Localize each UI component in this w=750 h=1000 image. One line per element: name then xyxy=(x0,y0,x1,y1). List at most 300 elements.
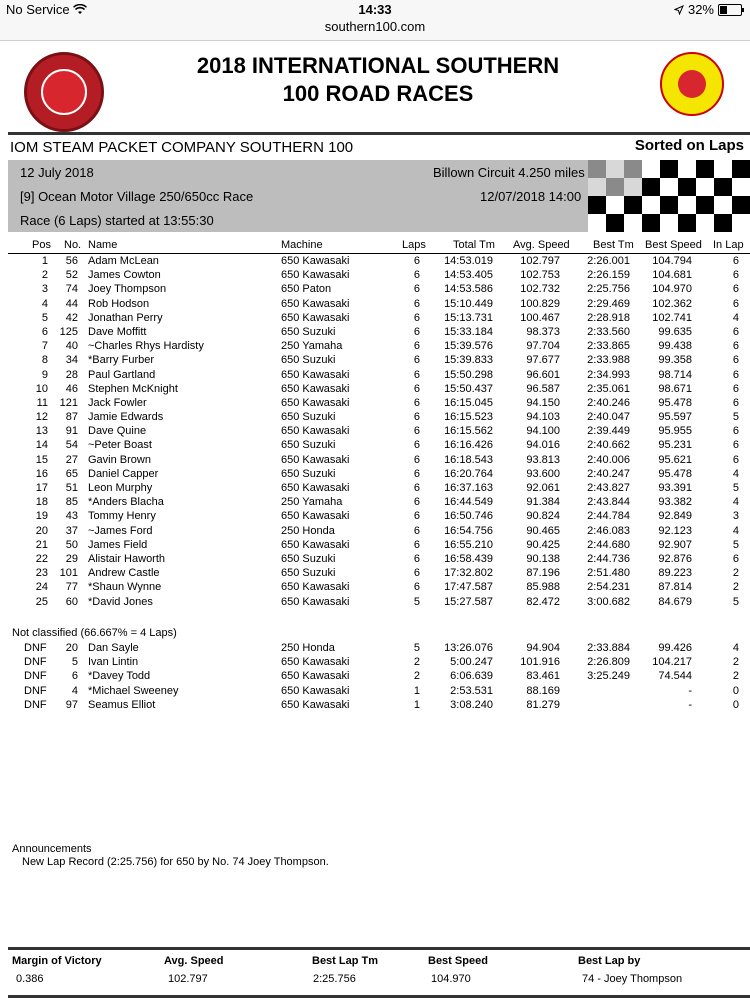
race-date: 12 July 2018 xyxy=(20,165,94,180)
table-row xyxy=(8,382,750,396)
cell-in-lap: 5 xyxy=(732,482,739,494)
cell-avg-speed: 87.196 xyxy=(526,567,560,580)
cell-in-lap: 6 xyxy=(732,439,739,452)
cell-best-time: 2:39.449 xyxy=(587,425,630,438)
cell-machine: 250 Yamaha xyxy=(281,496,343,509)
cell-pos: 6 xyxy=(41,325,48,338)
cell-pos: 19 xyxy=(35,510,48,523)
cell-pos: 14 xyxy=(35,439,48,452)
battery-icon xyxy=(718,4,742,16)
cell-number: 5 xyxy=(71,656,78,669)
cell-total-time: 15:33.184 xyxy=(444,325,493,338)
cell-number: 40 xyxy=(65,340,78,353)
cell-number: 28 xyxy=(65,368,78,381)
cell-machine: 650 Kawasaki xyxy=(281,368,350,381)
cell-rider-name: Dave Quine xyxy=(88,425,147,438)
cell-number: 51 xyxy=(65,482,78,494)
race-info-box xyxy=(8,160,750,232)
cell-best-speed: 104.217 xyxy=(652,656,692,669)
cell-laps: 6 xyxy=(413,411,420,424)
cell-total-time: 15:50.298 xyxy=(444,368,493,381)
race-name: [9] Ocean Motor Village 250/650cc Race xyxy=(20,189,254,204)
cell-best-time: 2:43.844 xyxy=(587,496,630,509)
table-row xyxy=(8,438,750,452)
cell-status: DNF xyxy=(24,698,47,711)
cell-pos: 13 xyxy=(35,425,48,438)
cell-avg-speed: 88.169 xyxy=(526,684,560,697)
col-no: No. xyxy=(64,239,82,251)
cell-laps: 6 xyxy=(413,354,420,367)
cell-in-lap: 5 xyxy=(732,538,739,551)
report-datetime: 12/07/2018 14:00 xyxy=(480,189,582,204)
cell-rider-name: Daniel Capper xyxy=(88,467,159,480)
cell-machine: 650 Kawasaki xyxy=(281,581,350,594)
cell-rider-name: *Anders Blacha xyxy=(88,496,164,509)
cell-number: 46 xyxy=(65,382,78,395)
cell-machine: 650 Kawasaki xyxy=(281,297,350,310)
cell-rider-name: Rob Hodson xyxy=(88,297,150,310)
cell-pos: 24 xyxy=(35,581,48,594)
cell-total-time: 6:06.639 xyxy=(450,670,493,683)
summary-best-speed-value: 104.970 xyxy=(431,973,471,985)
col-best-speed: Best Speed xyxy=(645,239,702,251)
table-row xyxy=(8,524,750,538)
cell-total-time: 13:26.076 xyxy=(444,642,493,654)
cell-pos: 25 xyxy=(35,595,48,608)
cell-number: 60 xyxy=(65,595,78,608)
cell-number: 101 xyxy=(59,567,78,580)
summary-best-lap-value: 2:25.756 xyxy=(313,973,356,985)
cell-best-speed: 104.681 xyxy=(652,269,692,282)
cell-total-time: 16:50.746 xyxy=(444,510,493,523)
cell-number: 54 xyxy=(65,439,78,452)
cell-number: 43 xyxy=(65,510,78,523)
cell-rider-name: Jonathan Perry xyxy=(88,311,163,324)
cell-best-time: 2:51.480 xyxy=(587,567,630,580)
cell-machine: 650 Suzuki xyxy=(281,567,336,580)
cell-best-time: 2:46.083 xyxy=(587,524,630,537)
cell-machine: 250 Yamaha xyxy=(281,340,343,353)
cell-laps: 6 xyxy=(413,524,420,537)
cell-avg-speed: 81.279 xyxy=(526,698,560,711)
col-machine: Machine xyxy=(281,239,323,251)
battery-percent: 32% xyxy=(687,2,714,17)
cell-total-time: 16:15.045 xyxy=(444,396,493,409)
table-row xyxy=(8,538,750,552)
cell-best-speed: 95.621 xyxy=(658,453,692,466)
cell-best-speed: 93.391 xyxy=(658,482,692,494)
cell-pos: 9 xyxy=(41,368,48,381)
cell-in-lap: 4 xyxy=(732,311,739,324)
cell-number: 6 xyxy=(71,670,78,683)
cell-in-lap: 4 xyxy=(732,524,739,537)
cell-avg-speed: 91.384 xyxy=(526,496,560,509)
cell-total-time: 15:39.576 xyxy=(444,340,493,353)
cell-best-speed: 95.597 xyxy=(658,411,692,424)
cell-in-lap: 2 xyxy=(732,581,739,594)
cell-machine: 650 Suzuki xyxy=(281,354,336,367)
cell-best-speed: 104.794 xyxy=(652,255,692,267)
cell-pos: 11 xyxy=(36,396,48,409)
title-line-1: 2018 INTERNATIONAL SOUTHERN xyxy=(196,53,560,78)
checkered-flag-icon xyxy=(588,160,750,232)
cell-total-time: 3:08.240 xyxy=(450,698,493,711)
cell-laps: 6 xyxy=(413,496,420,509)
cell-best-time: 2:35.061 xyxy=(587,382,630,395)
table-row xyxy=(8,580,750,594)
cell-in-lap: 0 xyxy=(732,684,739,697)
cell-in-lap: 5 xyxy=(732,595,739,608)
cell-best-speed: 92.907 xyxy=(658,538,692,551)
cell-best-time: 2:26.809 xyxy=(587,656,630,669)
cell-in-lap: 6 xyxy=(732,396,739,409)
cell-laps: 6 xyxy=(413,297,420,310)
sort-label: Sorted on Laps xyxy=(634,137,744,154)
summary-best-lap-label: Best Lap Tm xyxy=(312,955,379,967)
cell-avg-speed: 102.732 xyxy=(520,283,560,296)
cell-avg-speed: 90.425 xyxy=(526,538,560,551)
cell-in-lap: 6 xyxy=(732,283,739,296)
cell-best-time: 2:26.159 xyxy=(587,269,630,282)
cell-machine: 650 Kawasaki xyxy=(281,510,350,523)
cell-number: 65 xyxy=(65,467,78,480)
dnf-table xyxy=(8,641,750,712)
location-arrow-icon xyxy=(674,5,684,15)
cell-total-time: 15:50.437 xyxy=(444,382,493,395)
cell-best-time: 2:40.047 xyxy=(587,411,630,424)
cell-in-lap: 5 xyxy=(732,411,739,424)
carrier-text: No Service xyxy=(6,2,70,17)
cell-in-lap: 2 xyxy=(732,670,739,683)
cell-in-lap: 2 xyxy=(732,567,739,580)
cell-avg-speed: 97.677 xyxy=(526,354,560,367)
cell-rider-name: Jack Fowler xyxy=(88,396,147,409)
cell-number: 77 xyxy=(65,581,78,594)
dnf-row xyxy=(8,669,750,683)
status-bar xyxy=(0,0,750,41)
cell-total-time: 5:00.247 xyxy=(450,656,493,669)
cell-total-time: 2:53.531 xyxy=(450,684,493,697)
table-header xyxy=(8,238,750,254)
cell-best-time: 2:28.918 xyxy=(587,311,630,324)
cell-rider-name: *Davey Todd xyxy=(88,670,151,683)
cell-machine: 650 Kawasaki xyxy=(281,595,350,608)
cell-best-speed: - xyxy=(688,698,692,711)
cell-total-time: 17:32.802 xyxy=(444,567,493,580)
address-bar-url[interactable]: southern100.com xyxy=(324,19,426,34)
results-table xyxy=(8,238,750,609)
cell-in-lap: 4 xyxy=(732,467,739,480)
cell-rider-name: Leon Murphy xyxy=(88,482,153,494)
cell-best-speed: 95.231 xyxy=(658,439,692,452)
table-row xyxy=(8,339,750,353)
cell-rider-name: Tommy Henry xyxy=(88,510,156,523)
cell-total-time: 16:16.426 xyxy=(444,439,493,452)
cell-in-lap: 6 xyxy=(732,368,739,381)
cell-rider-name: ~Charles Rhys Hardisty xyxy=(88,340,204,353)
cell-total-time: 16:15.523 xyxy=(444,411,493,424)
table-row xyxy=(8,424,750,438)
cell-best-speed: 95.955 xyxy=(658,425,692,438)
cell-in-lap: 6 xyxy=(732,325,739,338)
col-pos: Pos xyxy=(32,239,51,251)
cell-number: 121 xyxy=(59,396,78,409)
cell-best-time: 2:29.469 xyxy=(587,297,630,310)
cell-laps: 6 xyxy=(413,439,420,452)
cell-laps: 5 xyxy=(413,642,420,654)
cell-machine: 650 Kawasaki xyxy=(281,396,350,409)
results-page xyxy=(8,40,750,1000)
cell-avg-speed: 90.138 xyxy=(526,552,560,565)
cell-avg-speed: 97.704 xyxy=(526,340,560,353)
cell-best-speed: 104.970 xyxy=(652,283,692,296)
cell-avg-speed: 100.829 xyxy=(520,297,560,310)
table-row xyxy=(8,311,750,325)
announcements-title: Announcements xyxy=(12,843,92,855)
table-row xyxy=(8,467,750,481)
cell-rider-name: Andrew Castle xyxy=(88,567,160,580)
cell-in-lap: 0 xyxy=(732,698,739,711)
cell-pos: 1 xyxy=(41,255,48,267)
col-in-lap: In Lap xyxy=(713,239,744,251)
results-body xyxy=(8,254,750,609)
cell-best-time: 2:25.756 xyxy=(587,283,630,296)
cell-number: 34 xyxy=(65,354,78,367)
cell-rider-name: *Shaun Wynne xyxy=(88,581,162,594)
table-row xyxy=(8,396,750,410)
cell-in-lap: 6 xyxy=(732,297,739,310)
table-row xyxy=(8,368,750,382)
cell-total-time: 16:20.764 xyxy=(444,467,493,480)
cell-avg-speed: 94.150 xyxy=(526,396,560,409)
table-row xyxy=(8,254,750,268)
col-total: Total Tm xyxy=(453,239,495,251)
cell-machine: 650 Kawasaki xyxy=(281,482,350,494)
cell-in-lap: 4 xyxy=(732,496,739,509)
cell-number: 44 xyxy=(65,297,78,310)
not-classified-label: Not classified (66.667% = 4 Laps) xyxy=(12,627,177,639)
cell-total-time: 15:10.449 xyxy=(444,297,493,310)
cell-avg-speed: 90.824 xyxy=(526,510,560,523)
dnf-row xyxy=(8,698,750,712)
col-name: Name xyxy=(88,239,118,251)
cell-pos: 12 xyxy=(35,411,48,424)
cell-status: DNF xyxy=(24,642,47,654)
cell-best-speed: 98.671 xyxy=(658,382,692,395)
dnf-row xyxy=(8,655,750,669)
cell-laps: 6 xyxy=(413,368,420,381)
cell-best-time: 2:40.246 xyxy=(587,396,630,409)
cell-pos: 18 xyxy=(35,496,48,509)
cell-rider-name: *Michael Sweeney xyxy=(88,684,179,697)
cell-rider-name: *Barry Furber xyxy=(88,354,155,367)
cell-avg-speed: 96.601 xyxy=(526,368,560,381)
cell-avg-speed: 94.100 xyxy=(526,425,560,438)
cell-number: 91 xyxy=(65,425,78,438)
cell-laps: 6 xyxy=(413,581,420,594)
cell-laps: 6 xyxy=(413,283,420,296)
cell-pos: 7 xyxy=(41,340,48,353)
cell-rider-name: James Field xyxy=(88,538,148,551)
cell-machine: 650 Kawasaki xyxy=(281,255,350,267)
cell-machine: 650 Suzuki xyxy=(281,552,336,565)
cell-laps: 6 xyxy=(413,425,420,438)
margin-value: 0.386 xyxy=(16,973,44,985)
cell-best-time: 2:54.231 xyxy=(587,581,630,594)
cell-laps: 1 xyxy=(413,698,420,711)
table-row xyxy=(8,566,750,580)
cell-rider-name: Jamie Edwards xyxy=(88,411,164,424)
cell-laps: 6 xyxy=(413,325,420,338)
cell-best-speed: 93.382 xyxy=(658,496,692,509)
cell-total-time: 14:53.586 xyxy=(444,283,493,296)
cell-best-time: 2:33.884 xyxy=(587,642,630,654)
cell-avg-speed: 94.904 xyxy=(526,642,560,654)
cell-machine: 650 Paton xyxy=(281,283,332,296)
cell-laps: 6 xyxy=(413,340,420,353)
cell-machine: 650 Suzuki xyxy=(281,439,336,452)
cell-laps: 6 xyxy=(413,552,420,565)
cell-pos: 22 xyxy=(35,552,48,565)
cell-pos: 3 xyxy=(41,283,48,296)
cell-avg-speed: 83.461 xyxy=(526,670,560,683)
cell-machine: 650 Kawasaki xyxy=(281,269,350,282)
cell-laps: 6 xyxy=(413,467,420,480)
cell-total-time: 16:37.163 xyxy=(444,482,493,494)
cell-best-time: 2:40.247 xyxy=(587,467,630,480)
cell-best-speed: 99.426 xyxy=(658,642,692,654)
cell-best-speed: 95.478 xyxy=(658,467,692,480)
race-start: Race (6 Laps) started at 13:55:30 xyxy=(20,213,214,228)
cell-best-speed: 99.635 xyxy=(658,325,692,338)
cell-number: 4 xyxy=(71,684,78,697)
announcement-text: New Lap Record (2:25.756) for 650 by No. 74 Joey Thompson. xyxy=(22,856,329,868)
margin-label: Margin of Victory xyxy=(12,955,102,967)
cell-avg-speed: 93.813 xyxy=(526,453,560,466)
cell-machine: 650 Kawasaki xyxy=(281,453,350,466)
cell-laps: 6 xyxy=(413,567,420,580)
cell-rider-name: ~James Ford xyxy=(88,524,153,537)
cell-pos: 4 xyxy=(41,297,48,310)
cell-avg-speed: 100.467 xyxy=(520,311,560,324)
cell-machine: 250 Honda xyxy=(281,524,335,537)
cell-number: 50 xyxy=(65,538,78,551)
cell-in-lap: 6 xyxy=(732,354,739,367)
cell-avg-speed: 93.600 xyxy=(526,467,560,480)
cell-machine: 650 Kawasaki xyxy=(281,656,350,669)
table-row xyxy=(8,410,750,424)
table-row xyxy=(8,282,750,296)
cell-in-lap: 3 xyxy=(732,510,739,523)
cell-total-time: 16:44.549 xyxy=(444,496,493,509)
col-laps: Laps xyxy=(402,239,426,251)
col-avg-speed: Avg. Speed xyxy=(513,239,570,251)
cell-rider-name: Gavin Brown xyxy=(88,453,151,466)
col-best-time: Best Tm xyxy=(593,239,634,251)
cell-best-speed: 102.362 xyxy=(652,297,692,310)
cell-best-time: 2:44.784 xyxy=(587,510,630,523)
summary-avg-label: Avg. Speed xyxy=(164,955,224,967)
cell-avg-speed: 92.061 xyxy=(526,482,560,494)
cell-best-time: 2:33.560 xyxy=(587,325,630,338)
cell-rider-name: Paul Gartland xyxy=(88,368,156,381)
cell-avg-speed: 90.465 xyxy=(526,524,560,537)
cell-best-speed: 92.849 xyxy=(658,510,692,523)
cell-number: 42 xyxy=(65,311,78,324)
cell-best-time: 2:33.988 xyxy=(587,354,630,367)
cell-best-speed: 98.714 xyxy=(658,368,692,381)
table-row xyxy=(8,268,750,282)
cell-pos: 16 xyxy=(35,467,48,480)
cell-best-speed: 92.123 xyxy=(658,524,692,537)
cell-laps: 6 xyxy=(413,538,420,551)
cell-status: DNF xyxy=(24,670,47,683)
cell-pos: 23 xyxy=(35,567,48,580)
cell-in-lap: 6 xyxy=(732,552,739,565)
cell-laps: 5 xyxy=(413,595,420,608)
cell-laps: 1 xyxy=(413,684,420,697)
table-row xyxy=(8,453,750,467)
cell-rider-name: ~Peter Boast xyxy=(88,439,152,452)
cell-avg-speed: 96.587 xyxy=(526,382,560,395)
cell-number: 20 xyxy=(65,642,78,654)
cell-laps: 6 xyxy=(413,482,420,494)
cell-laps: 6 xyxy=(413,510,420,523)
cell-number: 29 xyxy=(65,552,78,565)
cell-laps: 6 xyxy=(413,255,420,267)
cell-best-time: 2:43.827 xyxy=(587,482,630,494)
battery-status xyxy=(674,2,742,17)
cell-laps: 6 xyxy=(413,382,420,395)
cell-laps: 6 xyxy=(413,311,420,324)
cell-total-time: 14:53.405 xyxy=(444,269,493,282)
cell-best-speed: 92.876 xyxy=(658,552,692,565)
table-row xyxy=(8,552,750,566)
cell-in-lap: 2 xyxy=(732,656,739,669)
cell-machine: 650 Kawasaki xyxy=(281,425,350,438)
cell-pos: 2 xyxy=(41,269,48,282)
cell-number: 37 xyxy=(65,524,78,537)
cell-number: 87 xyxy=(65,411,78,424)
cell-in-lap: 6 xyxy=(732,453,739,466)
cell-rider-name: Dan Sayle xyxy=(88,642,139,654)
southern-100-logo xyxy=(660,52,724,116)
summary-best-speed-label: Best Speed xyxy=(428,955,488,967)
cell-total-time: 16:55.210 xyxy=(444,538,493,551)
circuit-info: Billown Circuit 4.250 miles xyxy=(433,165,585,180)
steam-packet-logo xyxy=(24,52,104,132)
table-row xyxy=(8,509,750,523)
cell-machine: 650 Suzuki xyxy=(281,467,336,480)
cell-rider-name: James Cowton xyxy=(88,269,161,282)
dnf-row xyxy=(8,641,750,655)
cell-laps: 2 xyxy=(413,656,420,669)
cell-pos: 17 xyxy=(35,482,48,494)
cell-number: 52 xyxy=(65,269,78,282)
table-row xyxy=(8,297,750,311)
cell-best-time: 3:00.682 xyxy=(587,595,630,608)
cell-pos: 15 xyxy=(35,453,48,466)
cell-number: 97 xyxy=(65,698,78,711)
cell-machine: 250 Honda xyxy=(281,642,335,654)
bottom-divider xyxy=(8,995,750,998)
cell-best-speed: 102.741 xyxy=(652,311,692,324)
clock: 14:33 xyxy=(358,2,392,17)
cell-avg-speed: 94.103 xyxy=(526,411,560,424)
cell-machine: 650 Kawasaki xyxy=(281,670,350,683)
table-row xyxy=(8,325,750,339)
cell-pos: 5 xyxy=(41,311,48,324)
